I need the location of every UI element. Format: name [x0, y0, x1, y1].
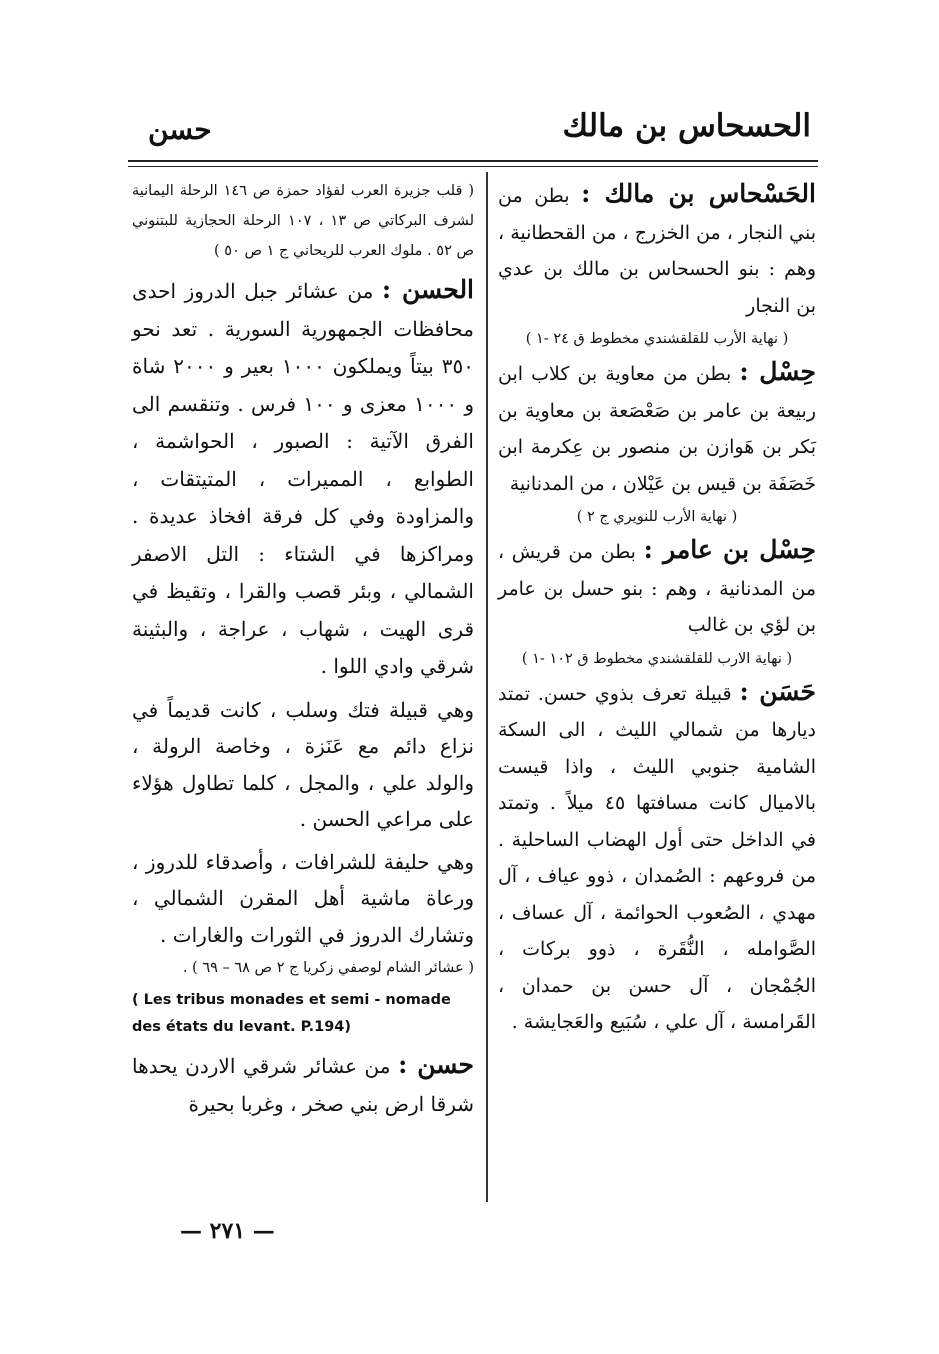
- entry-text: بطن من بني النجار ، من الخزرج ، من القحطانية ، وهم : بنو الحسحاس بن مالك بن عدي بن النجار: [498, 185, 816, 317]
- reference: ( نهاية الأرب للقلقشندي مخطوط ق ٢٤ -١ ): [525, 331, 789, 347]
- running-header-keyword: حسن: [148, 113, 212, 146]
- paragraph: وهي حليفة للشرافات ، وأصدقاء للدروز ، ورعاة ماشية أهل المقرن الشمالي ، وتشارك الدروز في الثورات والغارات .: [132, 849, 474, 947]
- entry-hasan: [498, 674, 816, 1041]
- latin-reference: ( Les tribus monades et semi - nomade des états du levant. P.194): [132, 992, 451, 1035]
- column-divider: [486, 172, 488, 1202]
- entry-al-hasan: [132, 272, 474, 686]
- entry-hashas: [498, 176, 816, 324]
- entry-hisl: [498, 354, 816, 502]
- entry-heading: حسن :: [398, 1050, 474, 1079]
- entry-heading: الحَسْحاس بن مالك :: [581, 179, 816, 208]
- entry-heading: حِسْل بن عامر :: [643, 535, 816, 564]
- left-column: [132, 176, 474, 1123]
- entry-hisl-bin-amir: [498, 532, 816, 644]
- page-number: — ٢٧١ —: [180, 1218, 275, 1244]
- entry-heading: الحسن :: [381, 275, 475, 304]
- entry-text: بطن من قريش ، من المدنانية ، وهم : بنو حسل بن عامر بن لؤي بن غالب: [498, 541, 816, 636]
- entry-heading: حِسْل :: [739, 357, 816, 386]
- running-header-title: الحسحاس بن مالك: [562, 108, 811, 144]
- entry-text: من عشائر جبل الدروز احدى محافظات الجمهورية السورية . تعد نحو ٣٥٠ بيتاً ويملكون ١٠٠٠ بعير و ٢٠٠٠ شاة و ١٠٠٠ معزى و ١٠٠ فرس . وتنقسم الى الفرق الآتية : الصبور ، الحواشمة ، الطوابع ، المميرات ، المتيتقات ، والمزاودة وفي كل فرقة افخاذ عديدة . ومراكزها في الشتاء : التل الاصفر الشمالي ، وبئر قصب والقرا ، وتقيظ في قرى الهيت ، شهاب ، عراجة ، والبثينة شرقي وادي اللوا .: [132, 279, 475, 678]
- reference: ( قلب جزيرة العرب لفؤاد حمزة ص ١٤٦ الرحلة اليمانية لشرف البركاتي ص ١٣ ، ١٠٧ الرحلة الحجازية للبتنوني ص ٥٢ . ملوك العرب للريحاني ج ١ ص ٥٠ ): [132, 183, 474, 259]
- entry-heading: حَسَن :: [739, 676, 816, 706]
- paragraph: وهي قبيلة فتك وسلب ، كانت قديماً في نزاع دائم مع عَنَزة ، وخاصة الرولة ، والولد علي ، والمجل ، كلما تطاول هؤلاء على مراعي الحسن .: [132, 697, 474, 831]
- entry-text: بطن من معاوية بن كلاب ابن ربيعة بن عامر بن صَعْصَعة بن معاوية بن بَكر بن هَوازن بن منصور بن عِكرمة ابن خَصَفَة بن قيس بن عَيْلان ، من المدنانية: [498, 363, 816, 495]
- entry-text: من عشائر شرقي الاردن يحدها شرقا ارض بني صخر ، وغربا بحيرة: [132, 1054, 474, 1116]
- entry-text: قبيلة تعرف بذوي حسن. تمتد ديارها من شمالي الليث ، الى السكة الشامية جنوبي الليث ، واذا قيست بالاميال كانت مسافتها ٤٥ ميلاً . وتمتد في الداخل حتى أول الهضاب الساحلية . من فروعهم : الصُمدان ، ذوو عياف ، آل مهدي ، الصُعوب الحوائمة ، آل عساف ، الصَّوامله ، النُّقَرة ، ذوو بركات ، الجُمْجان ، آل حسن بن حمدان ، القَرامسة ، آل علي ، سُبَيع والعَجايشة .: [498, 682, 816, 1033]
- right-column: [498, 176, 816, 1041]
- entry-hasan-jordan: [132, 1047, 474, 1123]
- reference: ( عشائر الشام لوصفي زكريا ج ٢ ص ٦٨ – ٦٩ ) .: [182, 960, 474, 976]
- header-rule-bottom: [128, 166, 818, 167]
- header-rule-top: [128, 160, 818, 162]
- reference: ( نهاية الأرب للنويري ج ٢ ): [576, 509, 738, 525]
- reference: ( نهاية الارب للقلقشندي مخطوط ق ١٠٢ -١ ): [521, 650, 793, 667]
